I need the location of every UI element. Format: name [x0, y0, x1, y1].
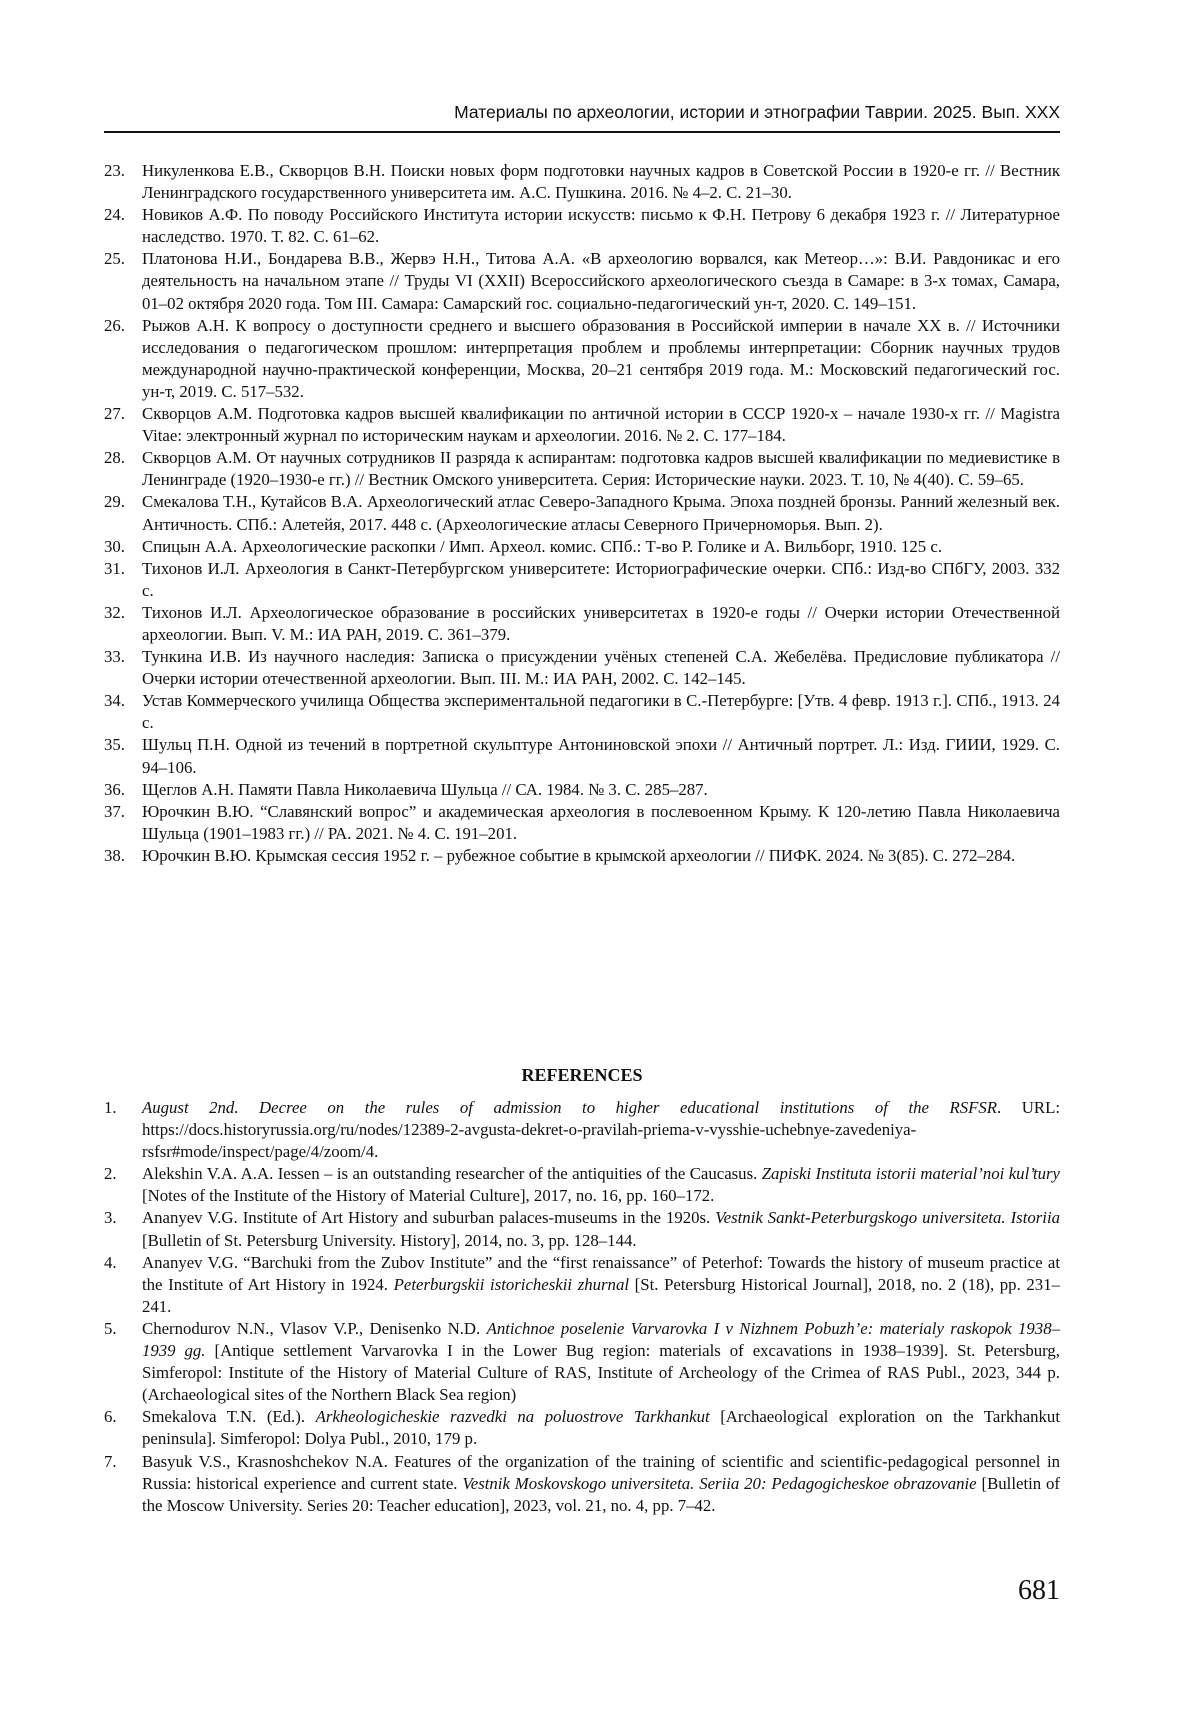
bibliography-entry	[104, 315, 1060, 403]
italic-title-segment: Vestnik Moskovskogo universiteta. Seriia 20: Pedagogicheskoe obrazovanie	[462, 1473, 977, 1493]
entry-text: Смекалова Т.Н., Кутайсов В.А. Археологический атлас Северо-Западного Крыма. Эпоха поздней бронзы. Ранний железный век. Античность. СПб.: Алетейя, 2017. 448 с. (Археологические атласы Северного Причерноморья. Вып. 2).	[142, 492, 1060, 534]
entry-text: Тихонов И.Л. Археологическое образование в российских университетах в 1920-е годы // Очерки истории Отечественной археологии. Вып. V. М.: ИА РАН, 2019. С. 361–379.	[142, 602, 1060, 644]
entry-number: 31.	[104, 558, 125, 578]
page-number: 681	[1018, 1575, 1060, 1606]
entry-number: 6.	[104, 1407, 117, 1427]
text-segment: [Antique settlement Varvarovka I in the Lower Bug region: materials of excavations in 1938–1939]. St. Petersburg, Simferopol: Institute of the History of Material Culture of RAS, Institute of Archeology of the Crimea of RAS Publ., 2023, 344 p. (Archaeological sites of the Northern Black Sea region)	[142, 1341, 1060, 1405]
entry-text: Щеглов А.Н. Памяти Павла Николаевича Шульца // СА. 1984. № 3. С. 285–287.	[142, 779, 708, 799]
entry-number: 28.	[104, 448, 125, 468]
bibliography-entry	[104, 447, 1060, 491]
entry-number: 3.	[104, 1208, 117, 1228]
references-title: REFERENCES	[521, 1065, 643, 1085]
italic-title-segment: Antichnoe poselenie Varvarovka I v Nizhnem Pobuzh’e: materialy raskopok 1938–1939 gg.	[142, 1318, 1060, 1361]
entry-number: 37.	[104, 801, 125, 821]
entry-text	[142, 1097, 1060, 1163]
text-segment: [Bulletin of St. Petersburg University. History], 2014, no. 3, pp. 128–144.	[142, 1230, 637, 1250]
bibliography-entry	[104, 204, 1060, 248]
bibliography-entry	[104, 491, 1060, 535]
references-list	[104, 1097, 1060, 1517]
entry-number: 26.	[104, 315, 125, 335]
entry-text: Скворцов А.М. От научных сотрудников II разряда к аспирантам: подготовка кадров высшей квалификации по медиевистике в Ленинграде (1920–1930-е гг.) // Вестник Омского университета. Серия: Исторические науки. 2023. Т. 10, № 4(40). С. 59–65.	[142, 448, 1060, 490]
reference-entry	[104, 1406, 1060, 1450]
bibliography-entry	[104, 160, 1060, 204]
entry-text: Платонова Н.И., Бондарева В.В., Жервэ Н.Н., Титова А.А. «В археологию ворвался, как Метеор…»: В.И. Равдоникас и его деятельность на начальном этапе // Труды VI (XXII) Всероссийского археологического съезда в Самаре: в 3-х томах, Самара, 01–02 октября 2020 года. Том III. Самара: Самарский гос. социально-педагогический ун-т, 2020. С. 149–151.	[142, 249, 1060, 313]
italic-title-segment: August 2nd. Decree on the rules of admission to higher educational institutions of the RSFSR	[142, 1098, 998, 1117]
entry-text: Юрочкин В.Ю. “Славянский вопрос” и академическая археология в послевоенном Крыму. К 120-летию Павла Николаевича Шульца (1901–1983 гг.) // РА. 2021. № 4. С. 191–201.	[142, 801, 1060, 843]
entry-text: Никуленкова Е.В., Скворцов В.Н. Поиски новых форм подготовки научных кадров в Советской России в 1920-е гг. // Вестник Ленинградского государственного университета им. А.С. Пушкина. 2016. № 4–2. С. 21–30.	[142, 161, 1060, 203]
entry-text: Шульц П.Н. Одной из течений в портретной скульптуре Антониновской эпохи // Античный портрет. Л.: Изд. ГИИИ, 1929. С. 94–106.	[142, 735, 1060, 777]
bibliography-entry	[104, 734, 1060, 778]
entry-number: 7.	[104, 1451, 117, 1471]
entry-text: Спицын А.А. Археологические раскопки / Имп. Археол. комис. СПб.: Т-во Р. Голике и А. Вильборг, 1910. 125 с.	[142, 536, 943, 556]
bibliography-entry	[104, 646, 1060, 690]
entry-text: Рыжов А.Н. К вопросу о доступности среднего и высшего образования в Российской империи в начале XX в. // Источники исследования о педагогическом прошлом: интерпретация проблем и проблемы интерпретации: Сборник научных трудов международной научно-практической конференции, Москва, 20–21 сентября 2019 года. М.: Московский педагогический гос. ун-т, 2019. С. 517–532.	[142, 315, 1060, 401]
bibliography-entry	[104, 403, 1060, 447]
reference-entry	[104, 1097, 1060, 1163]
text-segment: [Bulletin of the Moscow University. Series 20: Teacher education], 2023, vol. 21, no. 4, pp. 7–42.	[142, 1473, 1060, 1515]
entry-text	[142, 1163, 1060, 1207]
entry-text	[142, 1207, 1060, 1251]
entry-text: Тихонов И.Л. Археология в Санкт-Петербургском университете: Историографические очерки. СПб.: Изд-во СПбГУ, 2003. 332 с.	[142, 558, 1060, 600]
running-head: Материалы по археологии, истории и этнографии Таврии. 2025. Вып. XXX	[454, 102, 1060, 122]
entry-number: 27.	[104, 404, 125, 424]
entry-number: 30.	[104, 536, 125, 556]
text-segment: Alekshin V.A. A.A. Iessen – is an outstanding researcher of the antiquities of the Caucasus.	[142, 1164, 762, 1184]
bibliography-russian	[104, 160, 1060, 867]
entry-number: 29.	[104, 492, 125, 512]
text-segment: [Archaeological exploration on the Tarkhankut peninsula]. Simferopol: Dolya Publ., 2010, 179 p.	[142, 1407, 1060, 1449]
entry-text	[142, 1318, 1060, 1406]
entry-text: Тункина И.В. Из научного наследия: Записка о присуждении учёных степеней С.А. Жебелёва. Предисловие публикатора // Очерки истории отечественной археологии. Вып. III. М.: ИА РАН, 2002. С. 142–145.	[142, 647, 1060, 689]
text-segment: Basyuk V.S., Krasnoshchekov N.A. Features of the organization of the training of scientific and scientific-pedagogical personnel in Russia: historical experience and current state.	[142, 1451, 1060, 1493]
entry-number: 36.	[104, 779, 125, 799]
entry-text: Юрочкин В.Ю. Крымская сессия 1952 г. – рубежное событие в крымской археологии // ПИФК. 2024. № 3(85). С. 272–284.	[142, 845, 1016, 865]
bibliography-entry	[104, 690, 1060, 734]
entry-number: 1.	[104, 1098, 117, 1117]
entry-text: Новиков А.Ф. По поводу Российского Института истории искусств: письмо к Ф.Н. Петрову 6 декабря 1923 г. // Литературное наследство. 1970. Т. 82. С. 61–62.	[142, 205, 1060, 247]
text-segment: [Notes of the Institute of the History of Material Culture], 2017, no. 16, pp. 160–172.	[142, 1186, 715, 1206]
text-segment: Smekalova T.N. (Ed.).	[142, 1407, 316, 1427]
reference-entry	[104, 1318, 1060, 1406]
text-segment: [St. Petersburg Historical Journal], 2018, no. 2 (18), pp. 231–241.	[142, 1274, 1060, 1316]
entry-number: 34.	[104, 691, 125, 711]
text-segment: Ananyev V.G. Institute of Art History and suburban palaces-museums in the 1920s.	[142, 1208, 716, 1228]
entry-number: 5.	[104, 1318, 117, 1338]
entry-number: 25.	[104, 249, 125, 269]
bibliography-entry	[104, 248, 1060, 314]
entry-text: Устав Коммерческого училища Общества экспериментальной педагогики в С.-Петербурге: [Утв. 4 февр. 1913 г.]. СПб., 1913. 24 с.	[142, 691, 1060, 733]
text-segment: . URL: https://docs.historyrussia.org/ru/nodes/12389-2-avgusta-dekret-o-pravilah-priema-v-vysshie-uchebnye-zavedeniya-rsfsr#mode/inspect/page/4/zoom/4.	[142, 1098, 1061, 1162]
entry-number: 32.	[104, 602, 125, 622]
entry-text	[142, 1406, 1060, 1450]
reference-entry	[104, 1252, 1060, 1318]
text-segment: Ananyev V.G. “Barchuki from the Zubov Institute” and the “first renaissance” of Peterhof: Towards the history of museum practice at the Institute of Art History in 1924.	[142, 1252, 1060, 1294]
entry-number: 4.	[104, 1252, 117, 1272]
bibliography-entry	[104, 558, 1060, 602]
italic-title-segment: Vestnik Sankt-Peterburgskogo universiteta. Istoriia	[715, 1208, 1060, 1228]
bibliography-entry	[104, 536, 1060, 558]
entry-number: 35.	[104, 735, 125, 755]
entry-number: 23.	[104, 161, 125, 180]
entry-text	[142, 1252, 1060, 1318]
text-segment: Chernodurov N.N., Vlasov V.P., Denisenko N.D.	[142, 1318, 487, 1338]
entry-number: 24.	[104, 205, 125, 225]
bibliography-entry	[104, 602, 1060, 646]
reference-entry	[104, 1451, 1060, 1517]
entry-number: 33.	[104, 647, 125, 667]
bibliography-entry	[104, 845, 1060, 867]
entry-text: Скворцов А.М. Подготовка кадров высшей квалификации по античной истории в СССР 1920-х – начале 1930-х гг. // Magistra Vitae: электронный журнал по историческим наукам и археологии. 2016. № 2. С. 177–184.	[142, 404, 1060, 446]
italic-title-segment: Zapiski Instituta istorii material’noi kul’tury	[761, 1164, 1060, 1184]
entry-text	[142, 1451, 1060, 1517]
reference-entry	[104, 1163, 1060, 1207]
entry-number: 38.	[104, 845, 125, 865]
header-rule	[104, 131, 1060, 133]
italic-title-segment: Arkheologicheskie razvedki na poluostrove Tarkhankut	[315, 1407, 710, 1427]
reference-entry	[104, 1207, 1060, 1251]
bibliography-entry	[104, 801, 1060, 845]
bibliography-entry	[104, 779, 1060, 801]
italic-title-segment: Peterburgskii istoricheskii zhurnal	[393, 1274, 630, 1294]
entry-number: 2.	[104, 1164, 117, 1184]
